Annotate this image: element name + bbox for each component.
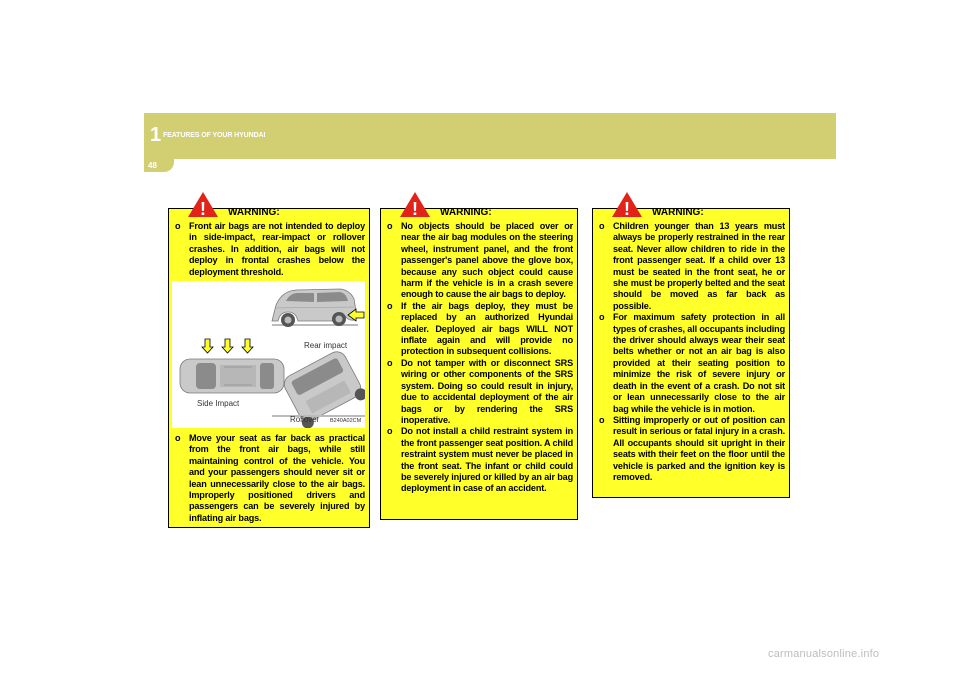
watermark: carmanualsonline.info [768,648,880,660]
warning-triangle-icon [611,191,643,218]
bullet-item: o Do not tamper with or disconnect SRS wiring or other components of the SRS system. Doing so could result in injury, due to accidental deployment of the air bags or by rendering the SRS inoperative. [387,357,573,425]
warning-title: WARNING: [652,207,704,218]
bullet-marker: o [599,414,605,425]
side-impact-label: Side Impact [197,399,240,408]
side-impact-arrows [202,339,253,353]
airbag-crash-figure [172,281,365,428]
chapter-title: FEATURES OF YOUR HYUNDAI [163,132,266,139]
warning-triangle-icon [187,191,219,218]
bullet-item: o If the air bags deploy, they must be replaced by an authorized Hyundai dealer. Deployed air bags WILL NOT inflate again and will provide no protection in subsequent collisions. [387,300,573,357]
warning-bullets-bottom [173,433,365,524]
bullet-item: o Front air bags are not intended to deploy in side-impact, rear-impact or rollover crashes. In addition, air bags will not deploy in frontal crashes below the deployment threshold. [175,221,365,277]
side-impact-car-image [180,359,284,393]
bullet-marker: o [387,357,393,368]
warning-triangle-icon [399,191,431,218]
warning-bullets-top [173,221,365,278]
warning-box-3 [592,199,790,498]
rollover-label: Rollover [290,415,320,424]
bullet-item: o Sitting improperly or out of position can result in serious or fatal injury in a crash. All occupants should sit upright in their seats with their feet on the floor until the vehicle is parked and the ignition key is removed. [599,414,785,482]
bullet-marker: o [599,221,605,231]
crash-types-illustration [172,281,365,428]
chapter-number: 1 [150,124,162,146]
warning-header [381,191,577,225]
warning-bullets [597,221,785,483]
bullet-marker: o [175,433,181,443]
bullet-item: o For maximum safety protection in all types of crashes, all occupants including the driver should always wear their seat belts whether or not an air bag is also provided at their seating position to minimize the risk of severe injury or death in the event of a crash. Do not sit or lean unnecessarily close to the air bag while the vehicle is in motion. [599,312,785,414]
bullet-marker: o [599,312,605,323]
bullet-marker: o [387,426,393,437]
warning-title: WARNING: [440,207,492,218]
warning-bullets [385,221,573,495]
bullet-item: o Children younger than 13 years must always be properly restrained in the rear seat. Never allow children to ride in the front passenger seat. If a child over 13 must be seated in the front seat, he or she must be properly belted and the seat should be moved as far back as possible. [599,221,785,311]
bullet-item: o Move your seat as far back as practical from the front air bags, while still maintaining control of the vehicle. You and your passengers should never sit or lean unnecessarily close to the air bags. Improperly positioned drivers and passengers can be severely injured by inflating air bags. [175,433,365,523]
warning-mark: ! [200,199,206,218]
warning-mark: ! [624,199,630,218]
bullet-item: o Do not install a child restraint system in the front passenger seat position. A child restraint system must never be placed in the front seat. The infant or child could be severely injured or killed by an air bag deployment in case of an accident. [387,426,573,494]
figure-code: B240A02CM [330,418,362,424]
rear-impact-car-image [272,289,358,327]
bullet-item: o No objects should be placed over or near the air bag modules on the steering wheel, instrument panel, and the front passenger's panel above the glove box, because any such object could cause harm if the vehicle is in a crash severe enough to cause the air bags to deploy. [387,221,573,300]
warning-header [593,191,789,225]
warning-box-2 [380,199,578,520]
bullet-marker: o [175,221,181,231]
bullet-marker: o [387,221,393,231]
warning-mark: ! [412,199,418,218]
warning-box-1 [168,199,370,528]
bullet-marker: o [387,300,393,311]
warning-header [169,191,369,225]
warning-title: WARNING: [228,207,280,218]
page-number: 48 [148,161,157,170]
rear-impact-label: Rear impact [304,341,348,350]
